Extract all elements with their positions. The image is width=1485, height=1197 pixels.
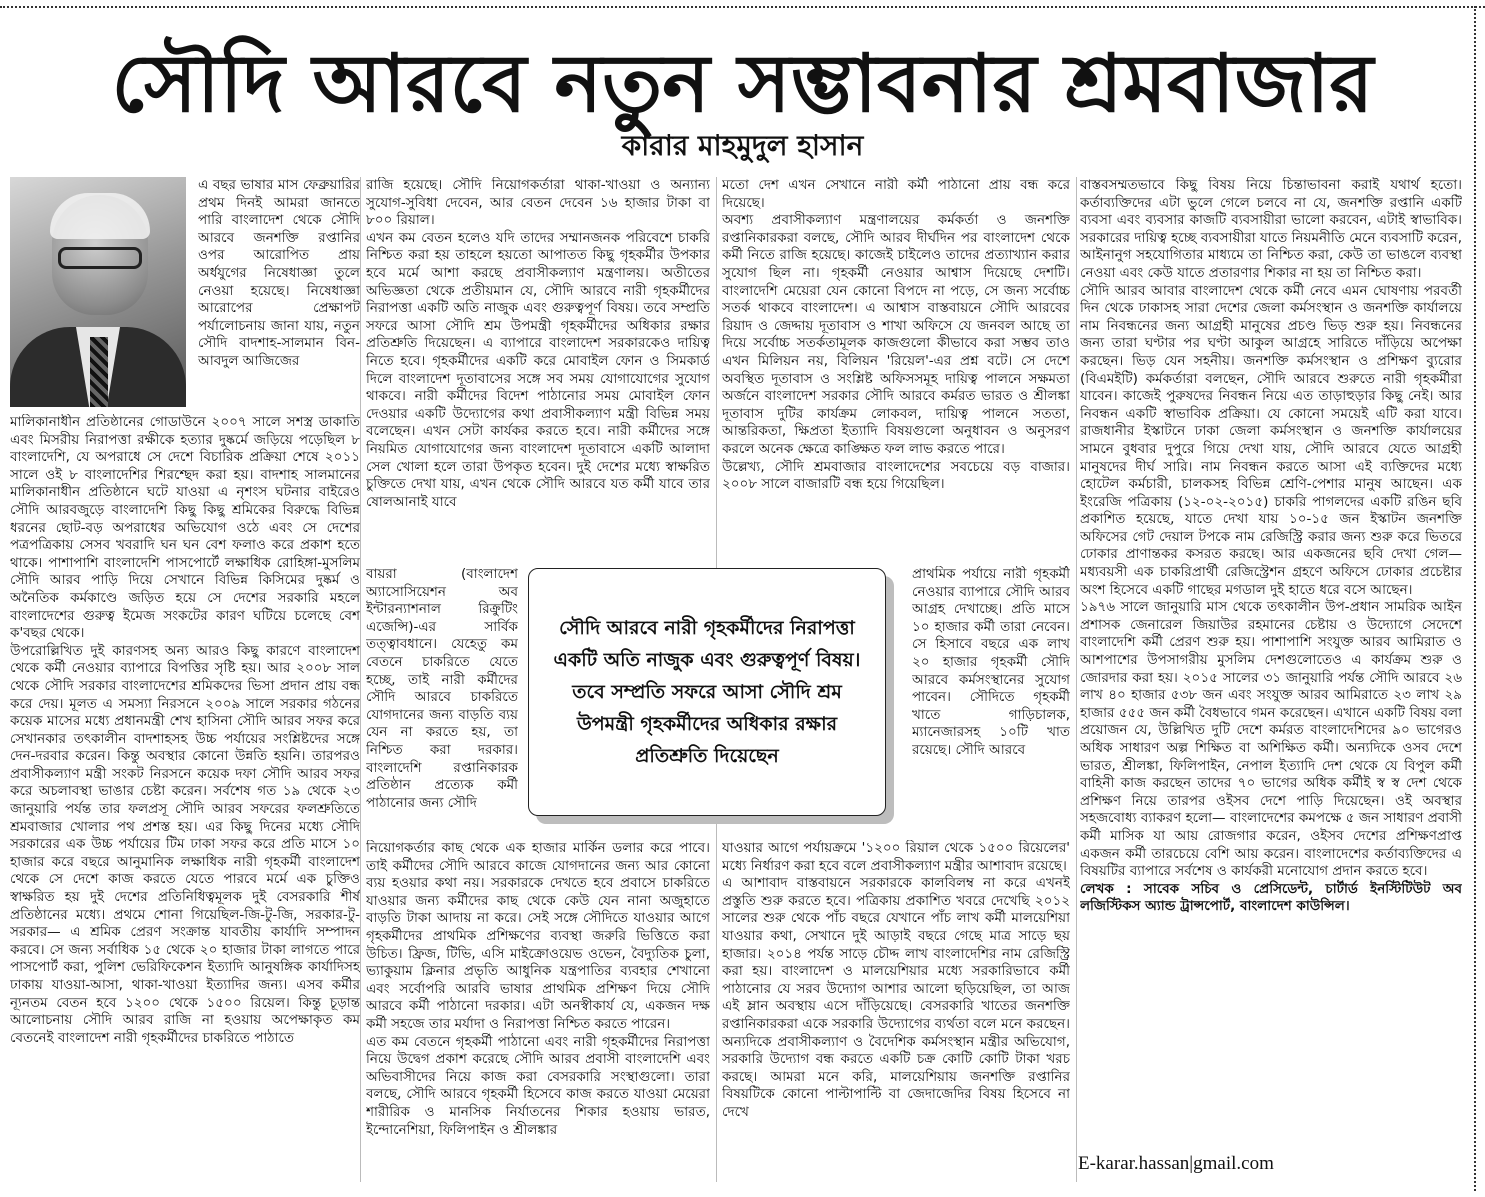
paragraph: উপরোল্লিখিত দুই কারণসহ অন্য আরও কিছু কারণে বাংলাদেশ থেকে কর্মী নেওয়ার ব্যাপারে বিপত্তির সৃষ্টি হয়। আর ২০০৮ সাল থেকে সৌদি সরকার বাংলাদেশের শ্রমিকদের ভিসা প্রদান প্রায় বন্ধ করে দেয়। মূলত এ সমস্যা নিরসনে ২০০৯ সালে সরকার গঠনের কয়েক মাসের মধ্যে প্রধানমন্ত্রী শেখ হাসিনা সৌদি আরব সফর করে সেখানকার তৎকালীন বাদশাহসহ উচ্চ পর্যায়ের সংশ্লিষ্টদের সঙ্গে দেন-দরবার করেন। কিন্তু অবস্থার কোনো উন্নতি হয়নি। তারপরও প্রবাসীকল্যাণ মন্ত্রী সংকট নিরসনে কয়েক দফা সৌদি আরব সফর করে অচলাবস্থা ভাঙার চেষ্টা করেন। সর্বশেষ গত ১৯ থেকে ২৩ জানুয়ারি পর্যন্ত তার ফলপ্রসূ সৌদি আরব সফরের ফলশ্রুতিতে শ্রমবাজার খোলার পথ প্রশস্ত হয়। এর কিছু দিনের মধ্যে সৌদি সরকারের এক উচ্চ পর্যায়ের টিম ঢাকা সফর করে প্রতি মাসে ১০ হাজার করে বছরে আনুমানিক লক্ষাধিক নারী গৃহকর্মী বাংলাদেশ থেকে সে দেশে কাজ করতে যেতে পারবে মর্মে এক চুক্তিও স্বাক্ষরিত হয় দুই দেশের প্রতিনিধিত্বমূলক দুই বেসরকারি শীর্ষ প্রতিষ্ঠানের মধ্যে। প্রথমে শোনা গিয়েছিল-জি-টু-জি, সরকার-টু-সরকার— এ শ্রমিক প্রেরণ সংক্রান্ত যাবতীয় কার্যাদি সম্পাদন করবে। সে জন্য সর্বাধিক ১৫ থেকে ২০ হাজার টাকা লাগতে পারে পাসপোর্ট করা, পুলিশ ভেরিফিকেশন ইত্যাদি আনুষঙ্গিক কার্যাদিসহ ঢাকায় যাওয়া-আসা, থাকা-খাওয়া ইত্যাদির জন্য। এসব কর্মীর ন্যূনতম বেতন হবে ১২০০ থেকে ১৫০০ রিয়েল। কিন্তু চূড়ান্ত আলোচনায় সৌদি আরব রাজি না হওয়ায় অপেক্ষাকৃত কম বেতনেই বাংলাদেশ নারী গৃহকর্মীদের চাকরিতে পাঠাতে: [10, 642, 360, 1046]
paragraph: এত কম বেতনে গৃহকর্মী পাঠানো এবং নারী গৃহকর্মীদের নিরাপত্তা নিয়ে উদ্বেগ প্রকাশ করেছে সৌদি আরব প্রবাসী বাংলাদেশি এবং অভিবাসীদের নিয়ে কাজ করা বেসরকারি সংস্থাগুলো। তারা বলছে, সৌদি আরবে গৃহকর্মী হিসেবে কাজ করতে যাওয়া মেয়েরা শারীরিক ও মানসিক নির্যাতনের শিকার হওয়ায় ভারত, ইন্দোনেশিয়া, ফিলিপাইন ও শ্রীলঙ্কার: [366, 1033, 710, 1138]
paragraph: উল্লেখ্য, সৌদি শ্রমবাজার বাংলাদেশের সবচেয়ে বড় বাজার। ২০০৮ সালে বাজারটি বন্ধ হয়ে গিয়েছিল।: [722, 458, 1070, 493]
paragraph: ১৯৭৬ সালে জানুয়ারি মাস থেকে তৎকালীন উপ-প্রধান সামরিক আইন প্রশাসক জেনারেল জিয়াউর রহমানের চেষ্টায় ও উদ্যোগে সেদেশে বাংলাদেশি কর্মী প্রেরণ শুরু হয়। পাশাপাশি সংযুক্ত আরব আমিরাত ও আশপাশের উপসাগরীয় মুসলিম দেশগুলোতেও এ কার্যক্রম শুরু ও জোরদার করা হয়। ২০১৫ সালের ৩১ জানুয়ারি পর্যন্ত সৌদি আরবে ২৬ লাখ ৪০ হাজার ৫৩৮ জন এবং সংযুক্ত আরব আমিরাতে ২৩ লাখ ২৯ হাজার ৫৫৫ জন কর্মী বৈধভাবে গমন করেছেন। এখানে একটি বিষয় বলা প্রয়োজন যে, উল্লিখিত দুটি দেশে কর্মরত বাংলাদেশিদের ৯০ ভাগেরও অধিক সাধারণ অল্প শিক্ষিত বা অশিক্ষিত কর্মী। অন্যদিকে ওসব দেশে ভারত, শ্রীলঙ্কা, ফিলিপাইন, নেপাল ইত্যাদি দেশ থেকে যে বিপুল কর্মী বাহিনী কাজ করছেন তাদের ৭০ ভাগের অধিক কর্মীই স্ব স্ব দেশ থেকে প্রশিক্ষণ নিয়ে তারপর ওইসব দেশে পাড়ি দিয়েছেন। ওই অবস্থার সহজবোধ্য ব্যাকরণ হলো— বাংলাদেশের কমপক্ষে ৫ জন সাধারণ প্রবাসী কর্মী মাসিক যা আয় রোজগার করেন, ওইসব দেশের প্রশিক্ষণপ্রাপ্ত একজন কর্মী তারচেয়ে বেশি আয় করেন। বাংলাদেশের কর্তাব্যক্তিদের এ বিষয়টির ব্যাপারে সর্বশেষ ও কার্যকরী মনোযোগ প্রদান করতে হবে।: [1080, 599, 1462, 880]
paragraph: সৌদি আরব আবার বাংলাদেশ থেকে কর্মী নেবে এমন ঘোষণায় পরবর্তী দিন থেকে ঢাকাসহ সারা দেশের জেলা কর্মসংস্থান ও জনশক্তি কার্যালয়ে নাম নিবন্ধনের জন্য আগ্রহী মানুষের প্রচণ্ড ভিড় শুরু হয়। নিবন্ধনের জন্য তারা ঘণ্টার পর ঘণ্টা আকুল আগ্রহে সারিতে দাঁড়িয়ে অপেক্ষা করছেন। ভিড় যেন সহনীয়। জনশক্তি কর্মসংস্থান ও প্রশিক্ষণ ব্যুরোর (বিএমইটি) কর্মকর্তারা বলছেন, সৌদি আরবে শুরুতে নারী গৃহকর্মীরা যাবেন। কাজেই পুরুষদের নিবন্ধন নিয়ে এত তাড়াহুড়ার কিছু নেই। আর নিবন্ধন একটি স্বাভাবিক প্রক্রিয়া। যে কোনো সময়েই এটি করা যাবে। রাজধানীর ইস্কাটনে ঢাকা জেলা কর্মসংস্থান ও জনশক্তি কার্যালয়ের সামনে বুধবার দুপুরে গিয়ে দেখা যায়, সৌদি আরবে যেতে আগ্রহী মানুষদের দীর্ঘ সারি। নাম নিবন্ধন করতে আসা এই ব্যক্তিদের মধ্যে হোটেল কর্মচারী, চালকসহ বিভিন্ন শ্রেণি-পেশার মানুষ আছেন। এক ইংরেজি পত্রিকায় (১২-০২-২০১৫) চাকরি পাগলদের একটি রঙিন ছবি প্রকাশিত হয়েছে, যাতে দেখা যায় ১০-১৫ জন ইস্কাটন জনশক্তি অফিসের গেট দেয়াল টপকে নাম রেজিস্ট্রি করার জন্য শুরু করে ভিতরে ঢোকার প্রাণান্তকর কসরত করছে। আর একজনের ছবি দেখা গেল— মধ্যবয়সী এক চাকরিপ্রার্থী রেজিস্ট্রেশন গ্রহণে অফিসে ঢোকার প্রচেষ্টার অংশ হিসেবে একটি গাছের মগডাল দুই হাতে ধরে বসে আছেন।: [1080, 282, 1462, 598]
paragraph: নিয়োগকর্তার কাছ থেকে এক হাজার মার্কিন ডলার করে পাবে। তাই কর্মীদের সৌদি আরবে কাজে যোগদানের জন্য আর কোনো ব্যয় হওয়ার কথা নয়। সরকারকে দেখতে হবে প্রবাসে চাকরিতে যাওয়ার জন্য কর্মীদের কাছ থেকে কেউ যেন নানা অজুহাতে বাড়তি টাকা আদায় না করে। সেই সঙ্গে সৌদিতে যাওয়ার আগে গৃহকর্মীদের প্রাথমিক প্রশিক্ষণের ব্যবস্থা জরুরি ভিত্তিতে করা উচিত। ফ্রিজ, টিভি, এসি মাইক্রোওয়েভ ওভেন, বৈদ্যুতিক চুলা, ভ্যাকুয়াম ক্লিনার প্রভৃতি আধুনিক যন্ত্রপাতির ব্যবহার শেখানো এবং সর্বোপরি আরবি ভাষার প্রাথমিক প্রশিক্ষণ দিয়ে সৌদি আরবে কর্মী পাঠানো দরকার। এটা অনস্বীকার্য যে, একজন দক্ষ কর্মী সহজে তার মর্যাদা ও নিরাপত্তা নিশ্চিত করতে পারেন।: [366, 840, 710, 1032]
column-rule: [360, 177, 361, 1182]
author-note: লেখক : সাবেক সচিব ও প্রেসিডেন্ট, চার্টার্ড ইনস্টিটিউট অব লজিস্টিকস অ্যান্ড ট্রান্সপোর্ট, বাংলাদেশ কাউন্সিল।: [1080, 880, 1462, 915]
paragraph: মালিকানাধীন প্রতিষ্ঠানের গোডাউনে ২০০৭ সালে সশস্ত্র ডাকাতি এবং মিসরীয় নিরাপত্তা রক্ষীকে হত্যার দুষ্কর্মে জড়িয়ে পড়েছিল ৮ বাংলাদেশি, যে অপরাধে সে দেশে বিচারিক প্রক্রিয়া শেষে ২০১১ সালে ওই ৮ বাংলাদেশির শিরশ্ছেদ করা হয়। বাদশাহ সালমানের মালিকানাধীন প্রতিষ্ঠানে ঘটে যাওয়া এ নৃশংস ঘটনার বাইরেও সৌদি আরবজুড়ে বাংলাদেশি কিছু কিছু শ্রমিকের বিরুদ্ধে বিভিন্ন ধরনের ছোট-বড় অপরাধের অভিযোগ ওঠে এবং সে দেশের পত্রপত্রিকায় সেসব খবরাদি ঘন ঘন বেশ ফলাও করে প্রকাশ হতে থাকে। পাশাপাশি বাংলাদেশি পাসপোর্টে লক্ষাধিক রোহিঙ্গা-মুসলিম সৌদি আরব পাড়ি দিয়ে সেখানে বিভিন্ন কিসিমের দুষ্কর্ম ও অনৈতিক কর্মকাণ্ডে জড়িত হয়ে সে দেশের সরকারি মহলে বাংলাদেশের গুরুত্ব ইমেজ সংকটের কারণ ঘটিয়ে চলেছে বেশ ক'বছর থেকে।: [10, 414, 360, 642]
paragraph: মতো দেশ এখন সেখানে নারী কর্মী পাঠানো প্রায় বন্ধ করে দিয়েছে।: [722, 177, 1070, 211]
portrait-hair: [50, 193, 150, 239]
col3-top: [722, 177, 1070, 565]
column-rule: [1076, 177, 1077, 1182]
author-email: E-karar.hassan|gmail.com: [1078, 1153, 1274, 1174]
paragraph: এ বছর ভাষার মাস ফেব্রুয়ারির প্রথম দিনই আমরা জানতে পারি বাংলাদেশ থেকে সৌদি আরবে জনশক্তি রপ্তানির ওপর আরোপিত প্রায় অর্ধযুগের নিষেধাজ্ঞা তুলে নেওয়া হয়েছে। নিষেধাজ্ঞা আরোপের প্রেক্ষাপট পর্যালোচনায় জানা যায়, নতুন সৌদি বাদশাহ-সালমান বিন-আবদুল আজিজের: [198, 177, 360, 369]
article-byline: কারার মাহমুদুল হাসান: [621, 129, 864, 162]
pull-quote-text: সৌদি আরবে নারী গৃহকর্মীদের নিরাপত্তা একটি অতি নাজুক এবং গুরুত্বপূর্ণ বিষয়। তবে সম্প্রতি সফরে আসা সৌদি শ্রম উপমন্ত্রী গৃহকর্মীদের অধিকার রক্ষার প্রতিশ্রুতি দিয়েছেন: [553, 617, 861, 767]
article-headline: সৌদি আরবে নতুন সম্ভাবনার শ্রমবাজার: [111, 37, 1374, 130]
col1-beside-photo: [198, 177, 360, 413]
paragraph: যাওয়ার আগে পর্যায়ক্রমে '১২০০ রিয়াল থেকে ১৫০০ রিয়েলের' মধ্যে নির্ধারণ করা হবে বলে প্রবাসীকল্যাণ মন্ত্রীর আশাবাদ রয়েছে।: [722, 840, 1070, 874]
paragraph: এখন কম বেতন হলেও যদি তাদের সম্মানজনক পরিবেশে চাকরি নিশ্চিত করা হয় তাহলে হয়তো আপাতত কিছু গৃহকর্মীর উপকার হবে মর্মে আশা করছে প্রবাসীকল্যাণ মন্ত্রণালয়। অতীতের অভিজ্ঞতা থেকে প্রতীয়মান যে, সৌদি আরবে নারী গৃহকর্মীদের নিরাপত্তা একটি অতি নাজুক এবং গুরুত্বপূর্ণ বিষয়। তবে সম্প্রতি সফরে আসা সৌদি শ্রম উপমন্ত্রী গৃহকর্মীদের অধিকার রক্ষার প্রতিশ্রুতি দিয়েছেন। এ ব্যাপারে বাংলাদেশ সরকারকেও দায়িত্ব নিতে হবে। গৃহকর্মীদের একটি করে মোবাইল ফোন ও সিমকার্ড দিলে বাংলাদেশ দূতাবাসের সঙ্গে সব সময় যোগাযোগের সুযোগ থাকবে। নারী কর্মীদের বিদেশ পাঠানোর সময় মোবাইল ফোন দেওয়ার একটি উদ্যোগের কথা প্রবাসীকল্যাণ মন্ত্রী বিভিন্ন সময় বলেছেন। এখন সেটা কার্যকর করতে হবে। নারী কর্মীদের সঙ্গে নিয়মিত যোগাযোগের জন্য বাংলাদেশ দূতাবাসে একটি আলাদা সেল খোলা হলে তারা উপকৃত হবেন। দুই দেশের মধ্যে স্বাক্ষরিত চুক্তিতে দেখা যায়, এখন থেকে সৌদি আরবে যত কর্মী যাবে তার ষোলআনাই যাবে: [366, 229, 710, 510]
pull-quote-box: [528, 568, 886, 816]
paragraph: এ আশাবাদ বাস্তবায়নে সরকারকে কালবিলম্ব না করে এখনই প্রস্তুতি শুরু করতে হবে। পত্রিকায় প্রকাশিত খবরে দেখেছি ২০১২ সালের শুরু থেকে পাঁচ বছরে যেখানে পাঁচ লাখ কর্মী মালয়েশিয়া যাওয়ার কথা, সেখানে দুই আড়াই বছরে গেছে মাত্র সাড়ে ছয় হাজার। ২০১৪ পর্যন্ত সাড়ে চৌদ্দ লাখ বাংলাদেশির নাম রেজিস্ট্রি করা হয়। বাংলাদেশ ও মালয়েশিয়ার মধ্যে সরকারিভাবে কর্মী পাঠানোর যে সরব উদ্যোগ আশার আলো ছড়িয়েছিল, তা আজ এই ম্লান অবস্থায় এসে দাঁড়িয়েছে। বেসরকারি খাতের জনশক্তি রপ্তানিকারকরা একে সরকারি উদ্যোগের ব্যর্থতা বলে মনে করছেন। অন্যদিকে প্রবাসীকল্যাণ ও বৈদেশিক কর্মসংস্থান মন্ত্রীর অভিযোগ, সরকারি উদ্যোগ বন্ধ করতে একটি চক্র কোটি কোটি টাকা খরচ করছে। আমরা মনে করি, মালয়েশিয়ায় জনশক্তি রপ্তানির বিষয়টিকে কোনো পাল্টাপাল্টি বা জেদাজেদির বিষয় হিসেবে না দেখে: [722, 875, 1070, 1120]
col4: [1080, 177, 1462, 1147]
right-dotted-border: [1474, 6, 1476, 1191]
paragraph: রাজি হয়েছে। সৌদি নিয়োগকর্তারা থাকা-খাওয়া ও অন্যান্য সুযোগ-সুবিধা দেবেন, আর বেতন দেবেন ১৬ হাজার টাকা বা ৮০০ রিয়াল।: [366, 177, 710, 229]
paragraph: প্রাথমিক পর্যায়ে নারী গৃহকর্মী নেওয়ার ব্যাপারে সৌদি আরব আগ্রহ দেখাচ্ছে। প্রতি মাসে ১০ হাজার কর্মী তারা নেবেন। সে হিসাবে বছরে এক লাখ ২০ হাজার গৃহকর্মী সৌদি আরবে কর্মসংস্থানের সুযোগ পাবেন। সৌদিতে গৃহকর্মী খাতে গাড়িচালক, ম্যানেজারসহ ১০টি খাত রয়েছে। সৌদি আরবে: [912, 566, 1070, 758]
portrait-tie: [90, 337, 108, 407]
portrait-glasses: [58, 247, 142, 269]
col3-beside-quote: [912, 566, 1070, 838]
col1-main: [10, 414, 360, 1184]
paragraph: অবশ্য প্রবাসীকল্যাণ মন্ত্রণালয়ের কর্মকর্তা ও জনশক্তি রপ্তানিকারকরা বলছে, সৌদি আরব দীর্ঘদিন পর বাংলাদেশ থেকে কর্মী নিতে রাজি হয়েছে। কাজেই চাইলেও তাদের প্রত্যাখ্যান করার সুযোগ ছিল না। গৃহকর্মী নেওয়ার আশ্বাস দিয়েছে দেশটি। বাংলাদেশি মেয়েরা যেন কোনো বিপদে না পড়ে, সে জন্য সর্বোচ্চ সতর্ক থাকবে বাংলাদেশ। এ আশ্বাস বাস্তবায়নে সৌদি আরবের রিয়াদ ও জেদ্দায় দূতাবাস ও শাখা অফিসে যে জনবল আছে তা দিয়ে সর্বোচ্চ সতর্কতামূলক কাজগুলো কীভাবে করা সম্ভব তাও এখন মিলিয়ন নয়, বিলিয়ন 'রিয়েল'-এর প্রশ্ন বটে। সে দেশে অবস্থিত দূতাবাস ও সংশ্লিষ্ট অফিসসমূহ দায়িত্ব পালনে সক্ষমতা অর্জনে বাংলাদেশ সরকার সৌদি আরবে কর্মরত ভারত ও শ্রীলঙ্কা দূতাবাস দুটির কার্যক্রম লোকবল, দায়িত্ব পালনে সততা, আন্তরিকতা, ক্ষিপ্রতা ইত্যাদি বিষয়গুলো অনুধাবন ও অনুসরণ করলে অনেক ক্ষেত্রে কাঙ্ক্ষিত ফল লাভ করতে পারে।: [722, 212, 1070, 457]
col3-bottom: [722, 840, 1070, 1184]
paragraph: বাস্তবসম্মতভাবে কিছু বিষয় নিয়ে চিন্তাভাবনা করাই যথার্থ হতো। কর্তাব্যক্তিদের এটা ভুলে গেলে চলবে না যে, জনশক্তি রপ্তানি একটি ব্যবসা এবং ব্যবসার কাজটি ব্যবসায়ীরা ভালো করবেন, এটাই স্বাভাবিক। সরকারের দায়িত্ব হচ্ছে ব্যবসায়ীরা যাতে নিয়মনীতি মেনে ব্যবসাটি করেন, আইনানুগ সহযোগিতার মাধ্যমে তা নিশ্চিত করা, কেউ তা ভাঙলে ব্যবস্থা নেওয়া এবং কেউ যাতে প্রতারণার শিকার না হয় তা নিশ্চিত করা।: [1080, 177, 1462, 281]
col2-bottom: [366, 840, 710, 1184]
top-dotted-border: [0, 6, 1485, 8]
paragraph: বায়রা (বাংলাদেশ অ্যাসোসিয়েশন অব ইন্টারন্যাশনাল রিক্রুটিং এজেন্সি)-এর সার্বিক তত্ত্বাবধানে। যেহেতু কম বেতনে চাকরিতে যেতে হচ্ছে, তাই নারী কর্মীদের সৌদি আরবে চাকরিতে যোগদানের জন্য বাড়তি ব্যয় যেন না করতে হয়, তা নিশ্চিত করা দরকার। বাংলাদেশি রপ্তানিকারক প্রতিষ্ঠান প্রত্যেক কর্মী পাঠানোর জন্য সৌদি: [366, 566, 518, 811]
col2-beside-quote: [366, 566, 518, 838]
author-portrait-photo: [10, 177, 186, 407]
col2-top: [366, 177, 710, 565]
